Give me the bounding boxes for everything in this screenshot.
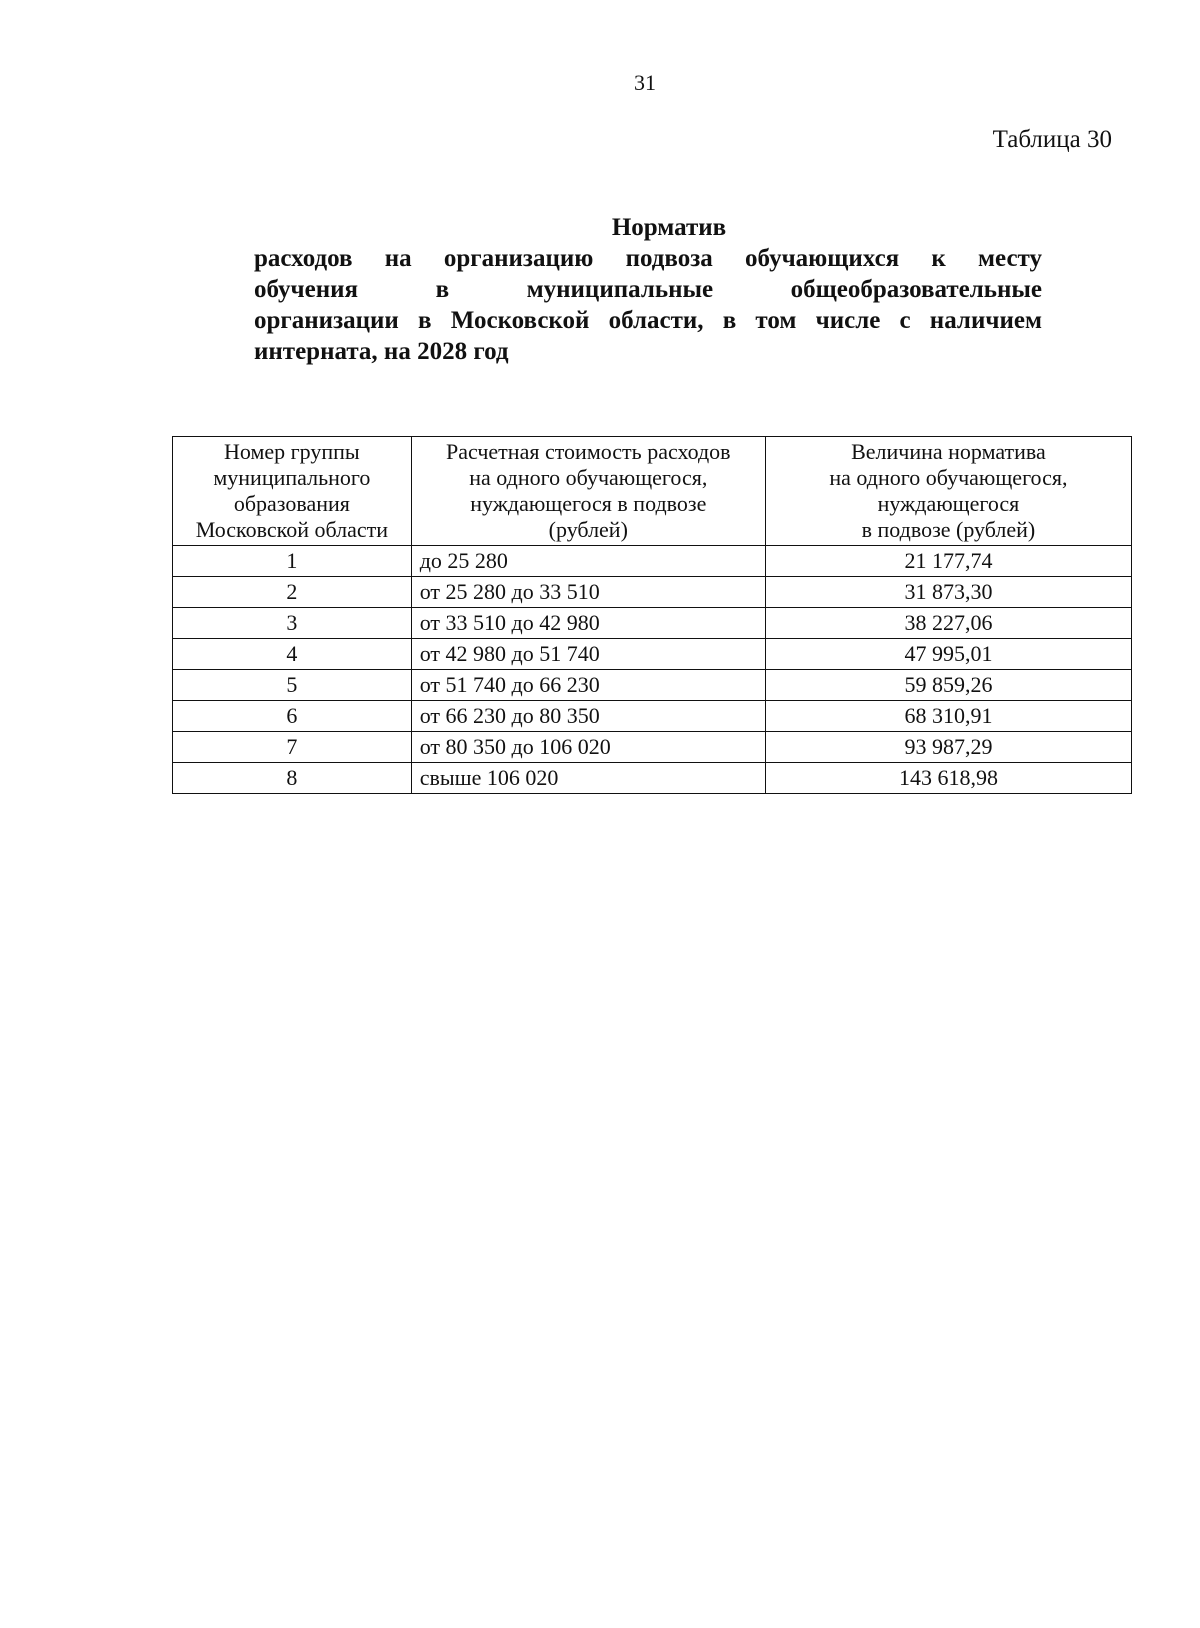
header-cost bbox=[411, 437, 765, 546]
header-group-number bbox=[173, 437, 412, 546]
cell-group: 2 bbox=[173, 577, 412, 608]
cell-norm: 59 859,26 bbox=[765, 670, 1131, 701]
header-row bbox=[173, 437, 1132, 546]
cell-cost: от 33 510 до 42 980 bbox=[411, 608, 765, 639]
table-header bbox=[173, 437, 1132, 546]
cell-norm: 38 227,06 bbox=[765, 608, 1131, 639]
cell-norm: 143 618,98 bbox=[765, 763, 1131, 794]
cell-cost: от 25 280 до 33 510 bbox=[411, 577, 765, 608]
table-row bbox=[173, 639, 1132, 670]
cell-cost: от 51 740 до 66 230 bbox=[411, 670, 765, 701]
table-row bbox=[173, 670, 1132, 701]
cell-cost: от 66 230 до 80 350 bbox=[411, 701, 765, 732]
heading-line: расходов на организацию подвоза обучающихся к месту bbox=[254, 245, 1042, 272]
header-text: Московской области bbox=[195, 517, 389, 542]
header-text: Расчетная стоимость расходов bbox=[446, 439, 731, 464]
header-text: муниципального bbox=[213, 465, 371, 490]
header-text: нуждающегося bbox=[877, 491, 1020, 516]
heading-line: обучения в муниципальные общеобразовательные bbox=[254, 276, 1042, 303]
cell-cost: от 80 350 до 106 020 bbox=[411, 732, 765, 763]
heading-line: организации в Московской области, в том числе с наличием bbox=[254, 307, 1042, 334]
table-label: Таблица 30 bbox=[992, 126, 1112, 153]
table-row bbox=[173, 608, 1132, 639]
cell-group: 7 bbox=[173, 732, 412, 763]
cell-norm: 93 987,29 bbox=[765, 732, 1131, 763]
cell-norm: 31 873,30 bbox=[765, 577, 1131, 608]
header-text: нуждающегося в подвозе bbox=[470, 491, 707, 516]
table-row bbox=[173, 732, 1132, 763]
header-text: в подвозе (рублей) bbox=[861, 517, 1036, 542]
header-text: Величина норматива bbox=[851, 439, 1046, 464]
header-text: на одного обучающегося, bbox=[469, 465, 708, 490]
cell-group: 8 bbox=[173, 763, 412, 794]
cell-cost: от 42 980 до 51 740 bbox=[411, 639, 765, 670]
header-text: (рублей) bbox=[548, 517, 628, 542]
header-text: Номер группы bbox=[224, 439, 360, 464]
cell-group: 6 bbox=[173, 701, 412, 732]
table-row bbox=[173, 701, 1132, 732]
table-row bbox=[173, 763, 1132, 794]
cell-group: 1 bbox=[173, 546, 412, 577]
header-norm-value bbox=[765, 437, 1131, 546]
page-number: 31 bbox=[634, 70, 656, 95]
table-row bbox=[173, 577, 1132, 608]
cell-cost: свыше 106 020 bbox=[411, 763, 765, 794]
cell-group: 4 bbox=[173, 639, 412, 670]
header-text: образования bbox=[233, 491, 350, 516]
norm-table bbox=[172, 436, 1132, 794]
cell-group: 5 bbox=[173, 670, 412, 701]
heading-body bbox=[254, 243, 1042, 367]
table-body bbox=[173, 546, 1132, 794]
heading-line: интерната, на 2028 год bbox=[254, 338, 509, 365]
cell-group: 3 bbox=[173, 608, 412, 639]
document-heading bbox=[254, 212, 1042, 367]
header-text: на одного обучающегося, bbox=[829, 465, 1068, 490]
cell-cost: до 25 280 bbox=[411, 546, 765, 577]
cell-norm: 68 310,91 bbox=[765, 701, 1131, 732]
cell-norm: 47 995,01 bbox=[765, 639, 1131, 670]
table-row bbox=[173, 546, 1132, 577]
heading-title: Норматив bbox=[611, 214, 727, 241]
cell-norm: 21 177,74 bbox=[765, 546, 1131, 577]
